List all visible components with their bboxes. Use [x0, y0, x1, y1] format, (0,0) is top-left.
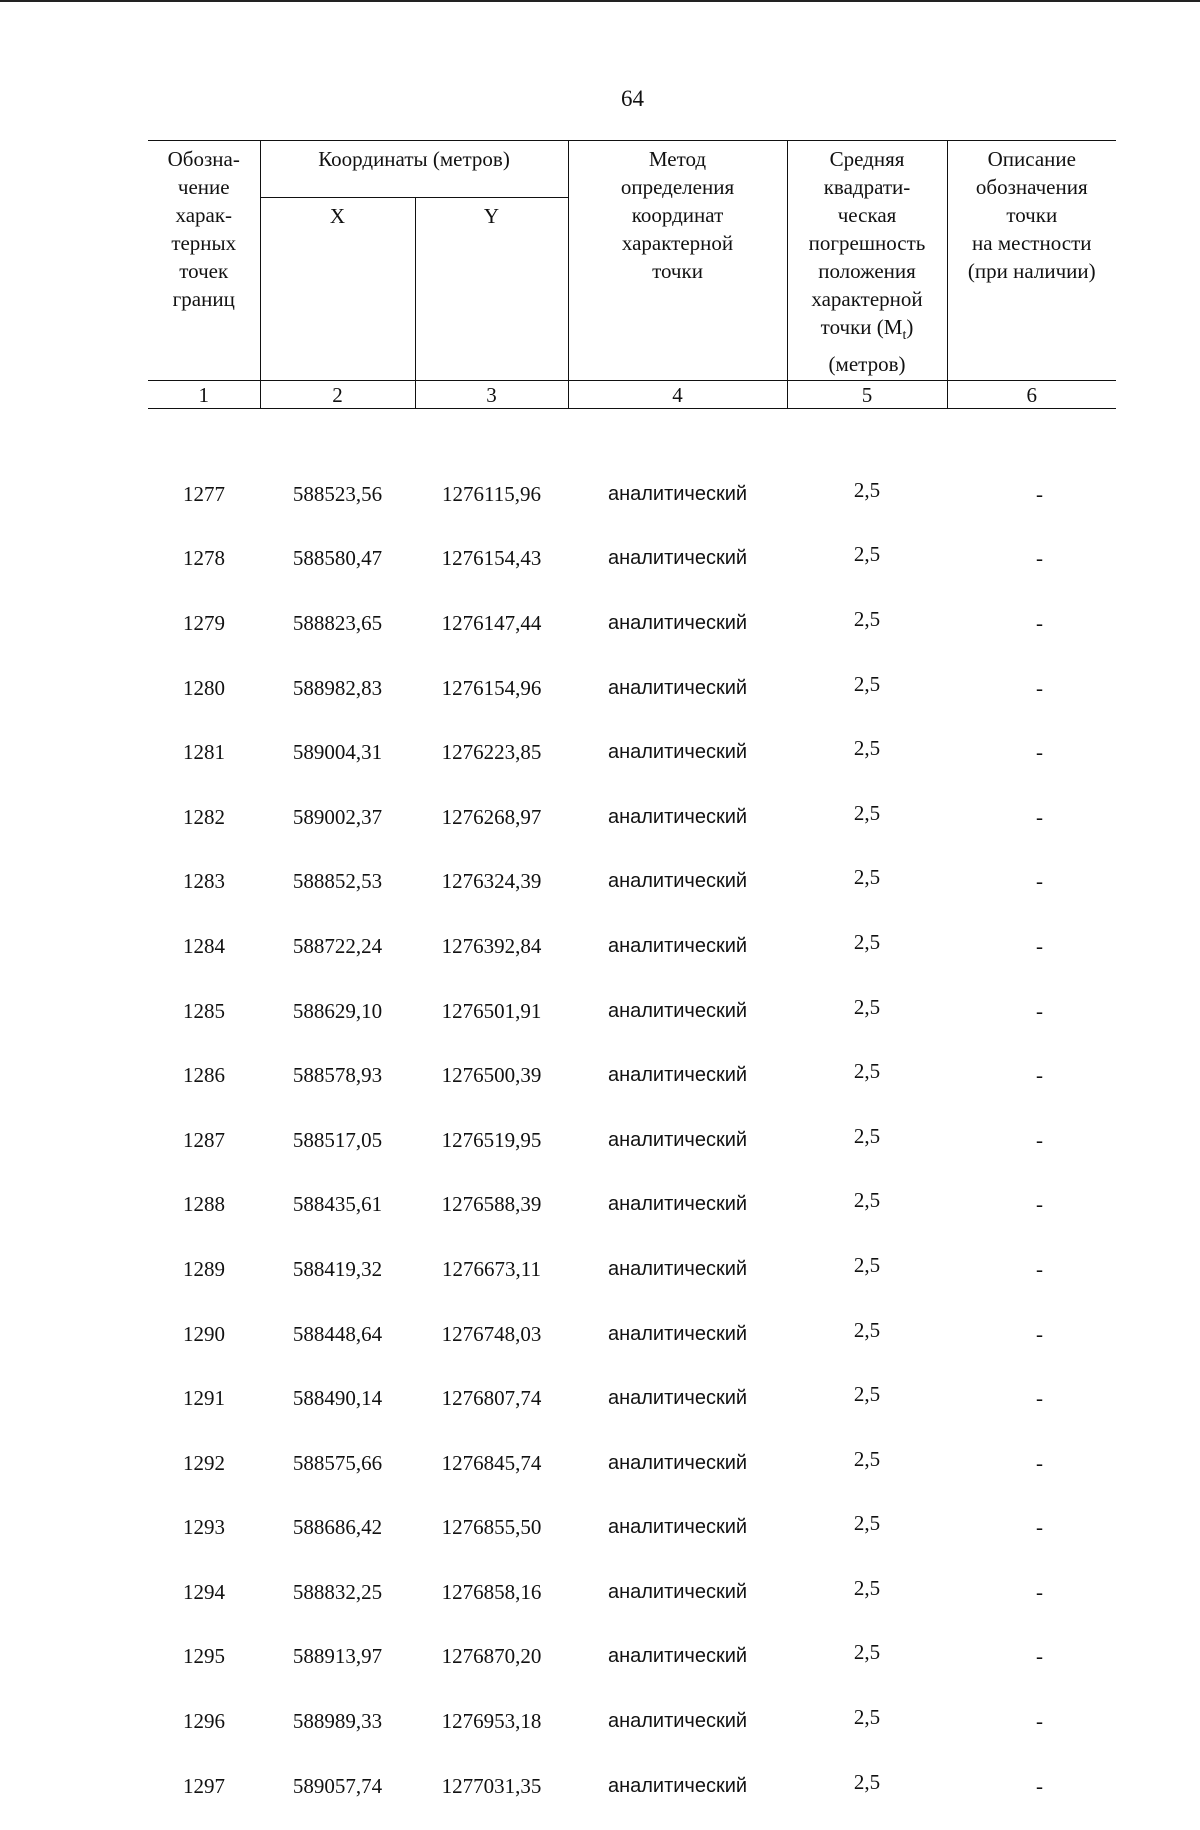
x-coordinate-cell: 589002,37: [292, 804, 383, 829]
description-cell: -: [1036, 675, 1044, 700]
description-cell: -: [1036, 1644, 1044, 1669]
point-id-cell: 1282: [183, 804, 225, 829]
header-mean-square-error: Средняя квадрати- ческая погрешность положения характерной точки $(M_t)$ (метров): [787, 141, 947, 381]
table-row: [148, 1443, 1116, 1508]
description-cell: -: [1036, 1256, 1044, 1281]
x-coordinate-cell: 588982,83: [292, 675, 383, 700]
method-cell: аналитический: [607, 611, 748, 634]
description-cell: -: [1036, 1063, 1044, 1088]
method-cell: аналитический: [607, 1516, 748, 1539]
error-cell: 2,5: [853, 606, 881, 631]
error-cell: 2,5: [853, 1640, 881, 1665]
header-point-description: Описание обозначения точки на местности (при наличии): [947, 141, 1116, 381]
point-id-cell: 1284: [183, 933, 225, 958]
error-cell: 2,5: [853, 865, 881, 890]
error-cell: 2,5: [853, 1123, 881, 1148]
header-method: Метод определения координат характерной точки: [568, 141, 787, 381]
description-cell: -: [1036, 1450, 1044, 1475]
error-cell: 2,5: [853, 542, 881, 567]
error-cell: 2,5: [853, 1446, 881, 1471]
method-cell: аналитический: [607, 1580, 748, 1603]
coordinates-table: [148, 140, 1116, 1830]
description-cell: -: [1036, 1773, 1044, 1798]
point-id-cell: 1288: [183, 1192, 225, 1217]
table-row: [148, 1766, 1116, 1830]
point-id-cell: 1280: [183, 675, 225, 700]
error-cell: 2,5: [853, 1511, 881, 1536]
y-coordinate-cell: 1276673,11: [442, 1256, 541, 1281]
y-coordinate-cell: 1276154,96: [441, 675, 542, 700]
table-row: [148, 926, 1116, 991]
error-cell: 2,5: [853, 1382, 881, 1407]
method-cell: аналитический: [607, 482, 748, 505]
y-coordinate-cell: 1276501,91: [441, 998, 542, 1023]
method-cell: аналитический: [607, 1387, 748, 1410]
method-cell: аналитический: [607, 676, 748, 699]
x-coordinate-cell: 588523,56: [292, 481, 383, 506]
column-number: 3: [415, 381, 568, 409]
y-coordinate-cell: 1276519,95: [441, 1127, 542, 1152]
description-cell: -: [1036, 1579, 1044, 1604]
point-id-cell: 1296: [183, 1709, 225, 1734]
x-coordinate-cell: 588419,32: [292, 1256, 383, 1281]
x-coordinate-cell: 588490,14: [292, 1386, 383, 1411]
column-number: 2: [260, 381, 415, 409]
x-coordinate-cell: 588435,61: [292, 1192, 383, 1217]
error-cell: 2,5: [853, 671, 881, 696]
table-row: [148, 732, 1116, 797]
x-coordinate-cell: 588832,25: [292, 1579, 383, 1604]
table-row: [148, 1378, 1116, 1443]
point-id-cell: 1285: [183, 998, 225, 1023]
x-coordinate-cell: 588448,64: [292, 1321, 383, 1346]
x-coordinate-cell: 588578,93: [292, 1063, 383, 1088]
point-id-cell: 1281: [183, 740, 225, 765]
x-coordinate-cell: 588686,42: [292, 1515, 383, 1540]
header-point-designation: Обозна- чение харак- терных точек границ: [148, 141, 260, 381]
x-coordinate-cell: 588629,10: [292, 998, 383, 1023]
error-cell: 2,5: [853, 929, 881, 954]
x-coordinate-cell: 588852,53: [292, 869, 383, 894]
table-row: [148, 861, 1116, 926]
description-cell: -: [1036, 1515, 1044, 1540]
point-id-cell: 1289: [183, 1256, 225, 1281]
method-cell: аналитический: [607, 1193, 748, 1216]
y-coordinate-cell: 1276324,39: [441, 869, 542, 894]
column-numbers-row: [148, 381, 1116, 409]
x-coordinate-cell: 588517,05: [292, 1127, 383, 1152]
description-cell: -: [1036, 1386, 1044, 1411]
x-coordinate-cell: 588575,66: [292, 1450, 383, 1475]
y-coordinate-cell: 1276223,85: [441, 740, 542, 765]
error-cell: 2,5: [853, 1188, 881, 1213]
method-cell: аналитический: [607, 741, 748, 764]
point-id-cell: 1287: [183, 1127, 225, 1152]
y-coordinate-cell: 1276855,50: [441, 1515, 542, 1540]
x-coordinate-cell: 588580,47: [292, 546, 383, 571]
y-coordinate-cell: 1276154,43: [441, 546, 542, 571]
error-cell: 2,5: [853, 1575, 881, 1600]
point-id-cell: 1286: [183, 1063, 225, 1088]
point-id-cell: 1292: [183, 1450, 225, 1475]
column-number: 1: [148, 381, 260, 409]
y-coordinate-cell: 1276268,97: [441, 804, 542, 829]
table-row: [148, 1314, 1116, 1379]
x-coordinate-cell: 589004,31: [292, 740, 383, 765]
table-row: [148, 797, 1116, 862]
description-cell: -: [1036, 481, 1044, 506]
description-cell: -: [1036, 869, 1044, 894]
table-body: [148, 409, 1116, 1830]
method-cell: аналитический: [607, 1645, 748, 1668]
error-cell: 2,5: [853, 1317, 881, 1342]
y-coordinate-cell: 1276500,39: [441, 1063, 542, 1088]
table-row: [148, 1701, 1116, 1766]
table-row: [148, 1184, 1116, 1249]
error-cell: 2,5: [853, 1252, 881, 1277]
column-number: 5: [787, 381, 947, 409]
point-id-cell: 1294: [183, 1579, 225, 1604]
y-coordinate-cell: 1276115,96: [442, 481, 541, 506]
method-cell: аналитический: [607, 999, 748, 1022]
header-y: Y: [415, 198, 568, 381]
method-cell: аналитический: [607, 870, 748, 893]
error-cell: 2,5: [853, 1769, 881, 1794]
point-id-cell: 1293: [183, 1515, 225, 1540]
method-cell: аналитический: [607, 1322, 748, 1345]
x-coordinate-cell: 588722,24: [292, 933, 383, 958]
method-cell: аналитический: [607, 934, 748, 957]
description-cell: -: [1036, 804, 1044, 829]
header-x: X: [260, 198, 415, 381]
y-coordinate-cell: 1276858,16: [441, 1579, 542, 1604]
error-cell: 2,5: [853, 477, 881, 502]
error-cell: 2,5: [853, 800, 881, 825]
method-cell: аналитический: [607, 805, 748, 828]
description-cell: -: [1036, 933, 1044, 958]
table-row: [148, 603, 1116, 668]
method-cell: аналитический: [607, 1774, 748, 1797]
error-cell: 2,5: [853, 736, 881, 761]
table-row: [148, 1507, 1116, 1572]
table-row: [148, 1055, 1116, 1120]
method-cell: аналитический: [607, 1128, 748, 1151]
description-cell: -: [1036, 1192, 1044, 1217]
method-cell: аналитический: [607, 1451, 748, 1474]
description-cell: -: [1036, 740, 1044, 765]
y-coordinate-cell: 1276147,44: [441, 610, 542, 635]
point-id-cell: 1297: [183, 1773, 225, 1798]
table-row: [148, 1636, 1116, 1701]
table-row: [148, 1120, 1116, 1185]
y-coordinate-cell: 1276953,18: [441, 1709, 542, 1734]
method-cell: аналитический: [607, 1064, 748, 1087]
description-cell: -: [1036, 998, 1044, 1023]
y-coordinate-cell: 1276748,03: [441, 1321, 542, 1346]
description-cell: -: [1036, 1709, 1044, 1734]
table-row: [148, 991, 1116, 1056]
method-cell: аналитический: [607, 1710, 748, 1733]
y-coordinate-cell: 1276845,74: [441, 1450, 542, 1475]
header-coordinates-group: Координаты (метров): [260, 141, 568, 198]
table-row: [148, 1572, 1116, 1637]
table-row: [148, 668, 1116, 733]
y-coordinate-cell: 1276870,20: [441, 1644, 542, 1669]
table-row: [148, 538, 1116, 603]
scan-edge-line: [0, 0, 1200, 2]
table-row: [148, 474, 1116, 539]
point-id-cell: 1277: [183, 481, 225, 506]
point-id-cell: 1278: [183, 546, 225, 571]
table-row: [148, 1249, 1116, 1314]
column-number: 4: [568, 381, 787, 409]
method-cell: аналитический: [607, 1257, 748, 1280]
point-id-cell: 1279: [183, 610, 225, 635]
y-coordinate-cell: 1276588,39: [441, 1192, 542, 1217]
page-number: 64: [621, 86, 644, 111]
point-id-cell: 1283: [183, 869, 225, 894]
method-cell: аналитический: [607, 547, 748, 570]
y-coordinate-cell: 1277031,35: [441, 1773, 542, 1798]
column-number: 6: [947, 381, 1116, 409]
point-id-cell: 1291: [183, 1386, 225, 1411]
error-cell: 2,5: [853, 994, 881, 1019]
point-id-cell: 1290: [183, 1321, 225, 1346]
y-coordinate-cell: 1276807,74: [441, 1386, 542, 1411]
x-coordinate-cell: 589057,74: [292, 1773, 383, 1798]
description-cell: -: [1036, 1127, 1044, 1152]
x-coordinate-cell: 588913,97: [292, 1644, 383, 1669]
x-coordinate-cell: 588989,33: [292, 1709, 383, 1734]
error-cell: 2,5: [853, 1059, 881, 1084]
table-header-row: [148, 141, 1116, 198]
description-cell: -: [1036, 1321, 1044, 1346]
x-coordinate-cell: 588823,65: [292, 610, 383, 635]
description-cell: -: [1036, 610, 1044, 635]
description-cell: -: [1036, 546, 1044, 571]
point-id-cell: 1295: [183, 1644, 225, 1669]
error-cell: 2,5: [853, 1705, 881, 1730]
y-coordinate-cell: 1276392,84: [441, 933, 542, 958]
